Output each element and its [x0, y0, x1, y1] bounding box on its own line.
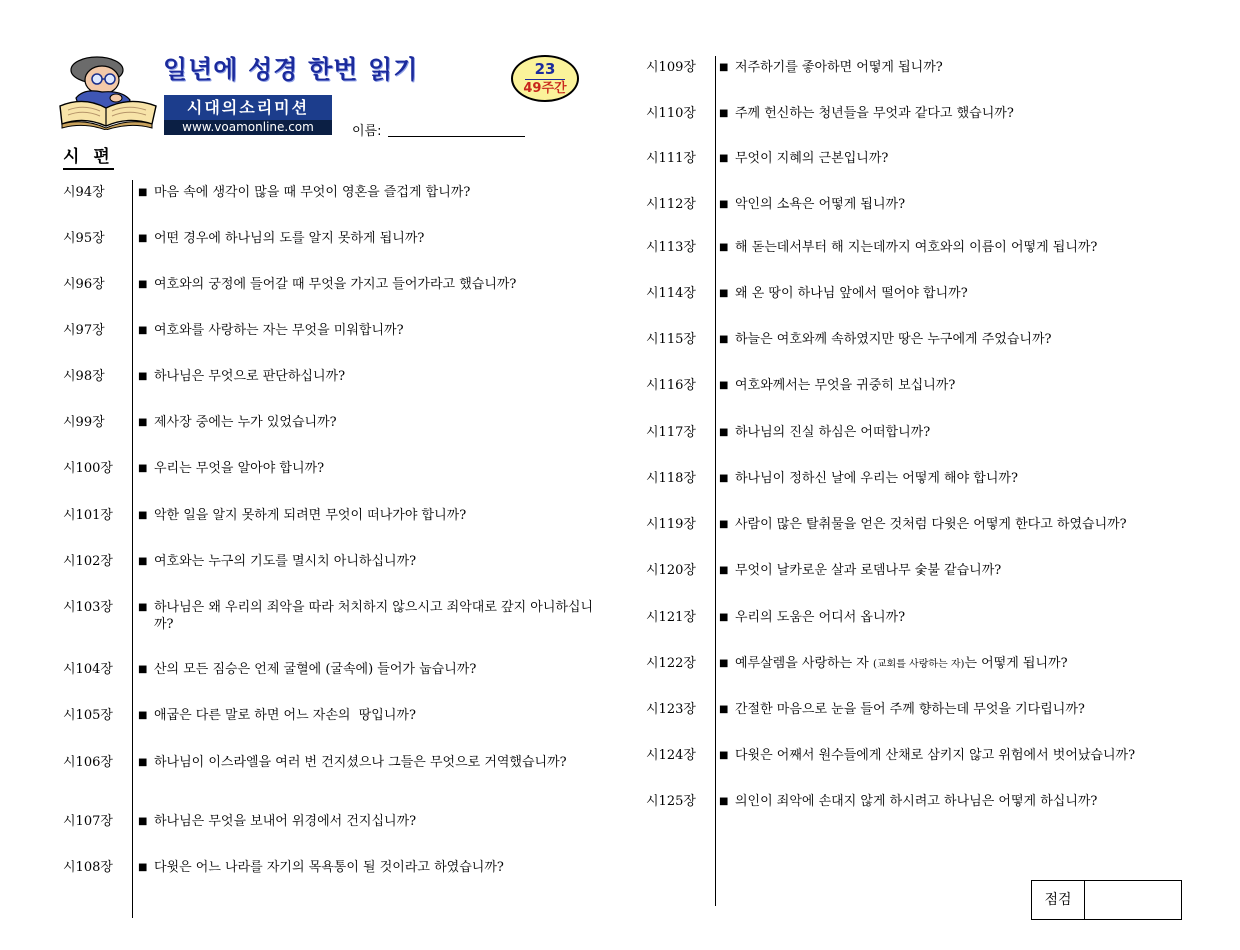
chapter-label: 시119장	[646, 517, 696, 532]
section-title: 시 편	[63, 146, 114, 170]
week-divider	[525, 79, 565, 80]
bullet-icon: ■	[138, 233, 148, 244]
question-text: 산의 모든 짐승은 언제 굴혈에 (굴속에) 들어가 눕습니까?	[154, 662, 477, 677]
chapter-label: 시94장	[63, 185, 105, 200]
question-text: 우리의 도움은 어디서 옵니까?	[735, 610, 906, 625]
chapter-label: 시98장	[63, 369, 105, 384]
name-label: 이름:	[352, 124, 382, 139]
question-text: 하나님이 정하신 날에 우리는 어떻게 해야 합니까?	[735, 471, 1018, 486]
question-text: 무엇이 지혜의 근본입니까?	[735, 151, 889, 166]
bullet-icon: ■	[138, 816, 148, 827]
bullet-icon: ■	[719, 199, 729, 210]
question-text: 애굽은 다른 말로 하면 어느 자손의 땅입니까?	[154, 708, 416, 723]
name-field-line	[388, 136, 525, 137]
chapter-label: 시112장	[646, 197, 696, 212]
bullet-icon: ■	[138, 556, 148, 567]
question-text: 악인의 소욕은 어떻게 됩니까?	[735, 197, 906, 212]
chapter-label: 시110장	[646, 106, 696, 121]
question-text: 주께 헌신하는 청년들을 무엇과 같다고 했습니까?	[735, 106, 1014, 121]
chapter-label: 시111장	[646, 151, 696, 166]
question-text: 하늘은 여호와께 속하였지만 땅은 누구에게 주었습니까?	[735, 332, 1052, 347]
check-field[interactable]	[1085, 881, 1181, 919]
chapter-label: 시104장	[63, 662, 113, 677]
check-box	[1031, 880, 1182, 920]
question-text: 해 돋는데서부터 해 지는데까지 여호와의 이름이 어떻게 됩니까?	[735, 240, 1098, 255]
question-text: 여호와께서는 무엇을 귀중히 보십니까?	[735, 378, 956, 393]
question-text: 여호와는 누구의 기도를 멸시치 아니하십니까?	[154, 554, 417, 569]
chapter-label: 시105장	[63, 708, 113, 723]
question-text: 여호와를 사랑하는 자는 무엇을 미워합니까?	[154, 323, 404, 338]
question-text: 하나님이 이스라엘을 여러 번 건지셨으나 그들은 무엇으로 거역했습니까?	[154, 755, 567, 770]
bullet-icon: ■	[138, 862, 148, 873]
bullet-icon: ■	[719, 62, 729, 73]
chapter-label: 시97장	[63, 323, 105, 338]
chapter-label: 시115장	[646, 332, 696, 347]
bullet-icon: ■	[719, 427, 729, 438]
bullet-icon: ■	[138, 417, 148, 428]
bullet-icon: ■	[138, 325, 148, 336]
bullet-icon: ■	[719, 750, 729, 761]
chapter-label: 시103장	[63, 600, 113, 615]
question-text: 저주하기를 좋아하면 어떻게 됩니까?	[735, 60, 943, 75]
chapter-label: 시95장	[63, 231, 105, 246]
bullet-icon: ■	[719, 108, 729, 119]
week-label: 49주간	[523, 81, 567, 96]
bullet-icon: ■	[719, 658, 729, 669]
question-text: 하나님은 무엇을 보내어 위경에서 건지십니까?	[154, 814, 417, 829]
bullet-icon: ■	[138, 371, 148, 382]
question-text: 의인이 죄악에 손대지 않게 하시려고 하나님은 어떻게 하십니까?	[735, 794, 1098, 809]
bullet-icon: ■	[719, 153, 729, 164]
question-text-end: 는 어떻게 됩니까?	[964, 656, 1068, 671]
chapter-label: 시101장	[63, 508, 113, 523]
bullet-icon: ■	[138, 187, 148, 198]
chapter-label: 시107장	[63, 814, 113, 829]
question-text: 제사장 중에는 누가 있었습니까?	[154, 415, 337, 430]
bullet-icon: ■	[719, 380, 729, 391]
question-text: 마음 속에 생각이 많을 때 무엇이 영혼을 즐겁게 합니까?	[154, 185, 471, 200]
reader-illustration	[54, 52, 160, 130]
bullet-icon: ■	[719, 612, 729, 623]
chapter-label: 시125장	[646, 794, 696, 809]
bullet-icon: ■	[138, 510, 148, 521]
question-text: 하나님은 무엇으로 판단하십니까?	[154, 369, 346, 384]
bullet-icon: ■	[138, 664, 148, 675]
chapter-label: 시118장	[646, 471, 696, 486]
bullet-icon: ■	[138, 279, 148, 290]
question-text: 왜 온 땅이 하나님 앞에서 떨어야 합니까?	[735, 286, 968, 301]
chapter-label: 시99장	[63, 415, 105, 430]
brand-logo	[164, 95, 332, 135]
chapter-label: 시109장	[646, 60, 696, 75]
question-text: 악한 일을 알지 못하게 되려면 무엇이 떠나가야 합니까?	[154, 508, 467, 523]
question-text: 다윗은 어째서 원수들에게 산채로 삼키지 않고 위험에서 벗어났습니까?	[735, 748, 1136, 763]
question-text: 하나님의 진실 하심은 어떠합니까?	[735, 425, 931, 440]
bullet-icon: ■	[138, 710, 148, 721]
question-text: 여호와의 궁정에 들어갈 때 무엇을 가지고 들어가라고 했습니까?	[154, 277, 517, 292]
bullet-icon: ■	[719, 288, 729, 299]
question-text: 사람이 많은 탈취물을 얻은 것처럼 다윗은 어떻게 한다고 하였습니까?	[735, 517, 1127, 532]
chapter-label: 시117장	[646, 425, 696, 440]
week-badge	[511, 55, 579, 102]
left-column-rule	[132, 180, 133, 918]
page-title: 일년에 성경 한번 읽기	[163, 55, 419, 84]
question-text: 우리는 무엇을 알아야 합니까?	[154, 461, 325, 476]
brand-url: www.voamonline.com	[164, 120, 332, 135]
question-text: 무엇이 날카로운 살과 로뎀나무 숯불 같습니까?	[735, 563, 1002, 578]
question-text-main: 예루살렘을 사랑하는 자	[735, 656, 873, 671]
question-text	[735, 655, 1205, 673]
bullet-icon: ■	[138, 602, 148, 613]
bullet-icon: ■	[138, 757, 148, 768]
chapter-label: 시121장	[646, 610, 696, 625]
right-column-rule	[715, 56, 716, 906]
question-text: 간절한 마음으로 눈을 들어 주께 향하는데 무엇을 기다립니까?	[735, 702, 1085, 717]
check-label: 점검	[1032, 881, 1085, 919]
chapter-label: 시124장	[646, 748, 696, 763]
brand-name: 시대의소리미션	[164, 95, 332, 120]
week-number: 23	[534, 60, 556, 78]
chapter-label: 시122장	[646, 656, 696, 671]
question-text: 어떤 경우에 하나님의 도를 알지 못하게 됩니까?	[154, 231, 425, 246]
question-text-note: (교회를 사랑하는 자)	[872, 659, 965, 670]
chapter-label: 시114장	[646, 286, 696, 301]
chapter-label: 시116장	[646, 378, 696, 393]
chapter-label: 시123장	[646, 702, 696, 717]
chapter-label: 시113장	[646, 240, 696, 255]
bullet-icon: ■	[719, 519, 729, 530]
bullet-icon: ■	[719, 242, 729, 253]
bullet-icon: ■	[138, 463, 148, 474]
bullet-icon: ■	[719, 473, 729, 484]
chapter-label: 시100장	[63, 461, 113, 476]
chapter-label: 시102장	[63, 554, 113, 569]
bullet-icon: ■	[719, 796, 729, 807]
chapter-label: 시120장	[646, 563, 696, 578]
question-text: 하나님은 왜 우리의 죄악을 따라 처치하지 않으시고 죄악대로 갚지 아니하십니까?	[154, 600, 594, 632]
chapter-label: 시108장	[63, 860, 113, 875]
bullet-icon: ■	[719, 334, 729, 345]
bullet-icon: ■	[719, 565, 729, 576]
question-text: 다윗은 어느 나라를 자기의 목욕통이 될 것이라고 하였습니까?	[154, 860, 504, 875]
chapter-label: 시96장	[63, 277, 105, 292]
chapter-label: 시106장	[63, 755, 113, 770]
bullet-icon: ■	[719, 704, 729, 715]
